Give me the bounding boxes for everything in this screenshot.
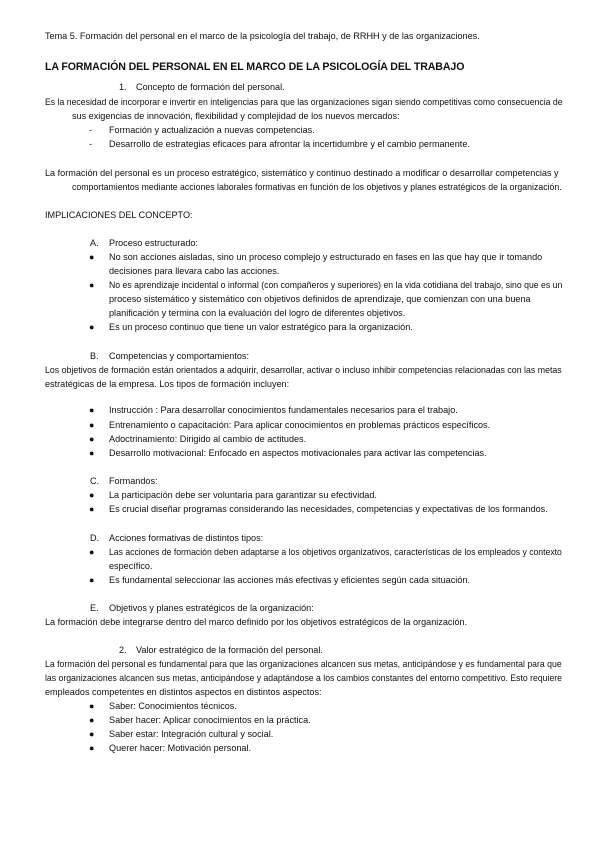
bullet-marker: ● bbox=[89, 434, 95, 444]
list-item: Adoctrinamiento: Dirigido al cambio de actitudes. bbox=[109, 434, 307, 444]
list-item: Querer hacer: Motivación personal. bbox=[109, 743, 252, 753]
list-item-continuation: específico. bbox=[109, 561, 153, 571]
bullet-marker: ● bbox=[89, 490, 95, 500]
paragraph-line: las organizaciones alcancen sus metas, anticipándose y adaptándose a los cambios constantes del entorno competitivo. Esto requiere bbox=[45, 673, 562, 683]
bullet-marker: ● bbox=[89, 575, 95, 585]
list-item: Es fundamental seleccionar las acciones más efectivas y eficientes según cada situación. bbox=[109, 575, 470, 585]
paragraph-line: La formación del personal es fundamental para que las organizaciones alcancen sus metas, anticipándose y es fundamental para que bbox=[45, 659, 562, 669]
bullet-marker: ● bbox=[89, 743, 95, 753]
subsection-letter: C. bbox=[90, 476, 100, 486]
subsection-d-heading: Acciones formativas de distintos tipos: bbox=[109, 533, 264, 543]
list-item: Desarrollo de estrategias eficaces para afrontar la incertidumbre y el cambio permanente. bbox=[109, 139, 470, 149]
list-item: La participación debe ser voluntaria para garantizar su efectividad. bbox=[109, 490, 377, 500]
bullet-marker: ● bbox=[89, 701, 95, 711]
list-item-continuation: planificación y termina con la evaluación del logro de diferentes objetivos. bbox=[109, 308, 406, 318]
bullet-marker: ● bbox=[89, 729, 95, 739]
list-item-continuation: proceso sistemático y sistemático con objetivos definidos de aprendizaje, que comienzan con una buena bbox=[109, 294, 531, 304]
list-item: Formación y actualización a nuevas competencias. bbox=[109, 125, 315, 135]
subsection-b-heading: Competencias y comportamientos: bbox=[109, 351, 250, 361]
bullet-marker: ● bbox=[89, 504, 95, 514]
subsection-e-heading: Objetivos y planes estratégicos de la organización: bbox=[109, 603, 314, 613]
list-item: Saber: Conocimientos técnicos. bbox=[109, 701, 237, 711]
list-item: Es crucial diseñar programas considerando las necesidades, competencias y expectativas de los formandos. bbox=[109, 504, 548, 514]
bullet-marker: ● bbox=[89, 280, 95, 290]
bullet-marker: ● bbox=[89, 252, 95, 262]
paragraph-line: Es la necesidad de incorporar e invertir en inteligencias para que las organizaciones sigan siendo competitivas como consecuencia de bbox=[45, 97, 563, 107]
dash-marker: - bbox=[89, 125, 93, 135]
section-2-number: 2. bbox=[119, 645, 127, 655]
document-title: LA FORMACIÓN DEL PERSONAL EN EL MARCO DE LA PSICOLOGÍA DEL TRABAJO bbox=[45, 61, 465, 73]
list-item: No son acciones aisladas, sino un proceso complejo y estructurado en fases en las que hay que ir tomando bbox=[109, 252, 543, 262]
paragraph-line: estratégicas de la empresa. Los tipos de formación incluyen: bbox=[45, 379, 290, 389]
implications-heading: IMPLICACIONES DEL CONCEPTO: bbox=[45, 210, 193, 220]
list-item: Es un proceso continuo que tiene un valor estratégico para la organización. bbox=[109, 322, 413, 332]
list-item: Entrenamiento o capacitación: Para aplicar conocimientos en problemas prácticos específicos. bbox=[109, 420, 491, 430]
list-item: Saber estar: Integración cultural y social. bbox=[109, 729, 274, 739]
paragraph-line: La formación del personal es un proceso estratégico, sistemático y continuo destinado a modificar o desarrollar competencias y bbox=[45, 168, 559, 178]
section-2-heading: Valor estratégico de la formación del personal. bbox=[136, 645, 323, 655]
subsection-letter: D. bbox=[90, 533, 100, 543]
bullet-marker: ● bbox=[89, 405, 95, 415]
dash-marker: - bbox=[89, 139, 93, 149]
section-1-heading: Concepto de formación del personal. bbox=[136, 82, 285, 92]
paragraph-line: Los objetivos de formación están orientados a adquirir, desarrollar, activar o incluso inhibir competencias relacionadas con las metas bbox=[45, 365, 562, 375]
bullet-marker: ● bbox=[89, 448, 95, 458]
bullet-marker: ● bbox=[89, 547, 95, 557]
list-item: No es aprendizaje incidental o informal (con compañeros y superiores) en la vida cotidiana del trabajo, sino que es un bbox=[109, 280, 563, 290]
bullet-marker: ● bbox=[89, 715, 95, 725]
list-item: Las acciones de formación deben adaptarse a los objetivos organizativos, características de los empleados y contexto bbox=[109, 547, 562, 557]
subsection-letter: B. bbox=[90, 351, 99, 361]
paragraph-line: comportamientos mediante acciones laborales formativas en función de los objetivos y planes estratégicos de la organización. bbox=[72, 182, 562, 192]
subsection-a-heading: Proceso estructurado: bbox=[109, 238, 198, 248]
page-header: Tema 5. Formación del personal en el marco de la psicología del trabajo, de RRHH y de las organizaciones. bbox=[45, 31, 480, 41]
subsection-c-heading: Formandos: bbox=[109, 476, 158, 486]
bullet-marker: ● bbox=[89, 420, 95, 430]
list-item: Instrucción : Para desarrollar conocimientos fundamentales necesarios para el trabajo. bbox=[109, 405, 458, 415]
list-item: Saber hacer: Aplicar conocimientos en la práctica. bbox=[109, 715, 311, 725]
bullet-marker: ● bbox=[89, 322, 95, 332]
subsection-letter: E. bbox=[90, 603, 99, 613]
list-item-continuation: decisiones para llevara cabo las acciones. bbox=[109, 266, 280, 276]
subsection-letter: A. bbox=[90, 238, 99, 248]
paragraph-line: sus exigencias de innovación, flexibilidad y complejidad de los nuevos mercados: bbox=[72, 111, 400, 121]
section-1-number: 1. bbox=[119, 82, 127, 92]
list-item: Desarrollo motivacional: Enfocado en aspectos motivacionales para activar las competencias. bbox=[109, 448, 487, 458]
paragraph-line: empleados competentes en distintos aspectos en distintos aspectos: bbox=[45, 687, 322, 697]
paragraph-line: La formación debe integrarse dentro del marco definido por los objetivos estratégicos de la organización. bbox=[45, 617, 468, 627]
